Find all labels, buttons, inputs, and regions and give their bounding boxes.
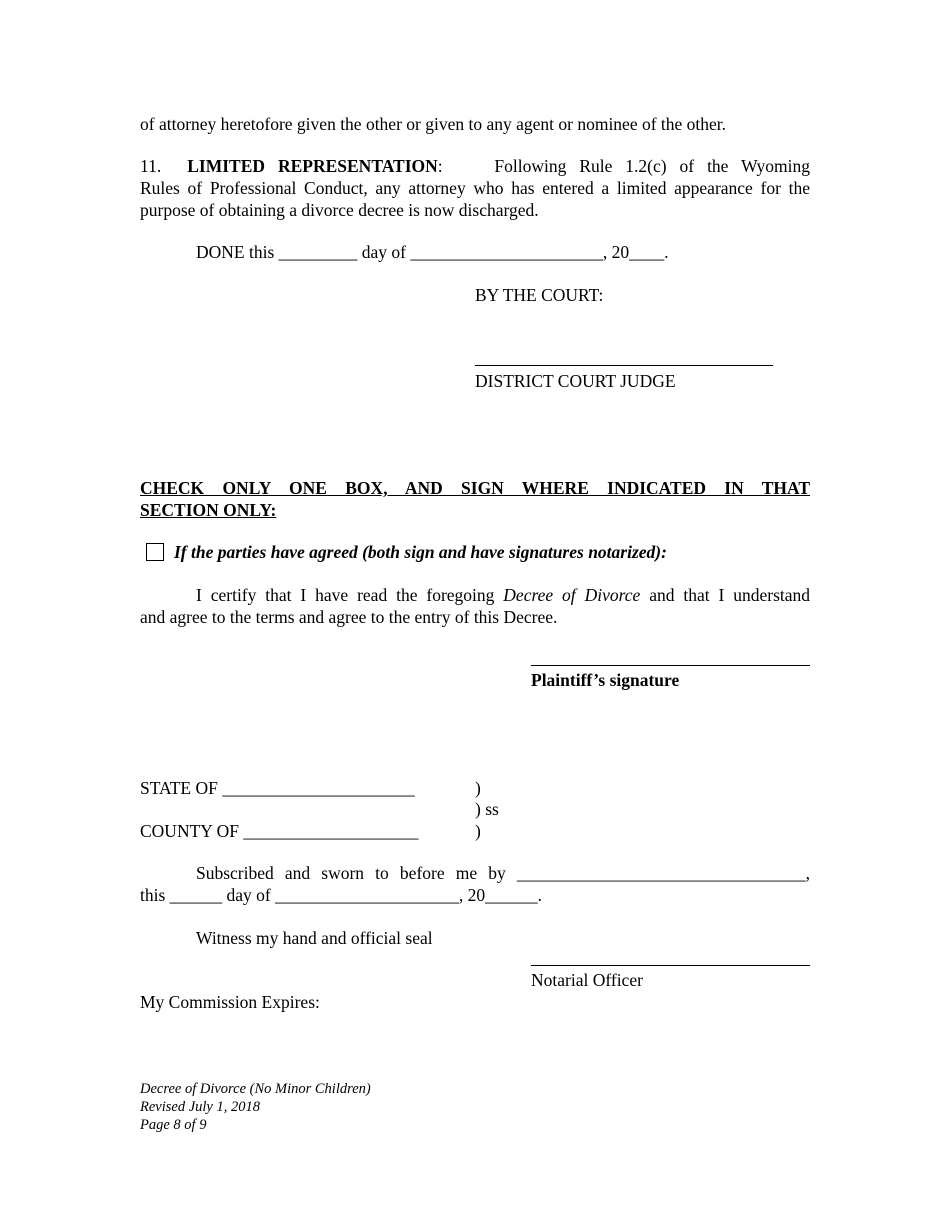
plaintiff-signature-label: Plaintiff’s signature [531, 670, 680, 690]
agreed-checkbox[interactable] [146, 543, 164, 561]
plaintiff-signature-line[interactable] [531, 665, 810, 666]
check-instruction [140, 477, 810, 521]
certify-line2: and agree to the terms and agree to the entry of this Decree. [140, 607, 558, 627]
venue-paren-1: ) [475, 778, 481, 798]
done-line: DONE this _________ day of ______________________, 20____. [196, 242, 669, 262]
witness-line: Witness my hand and official seal [196, 928, 433, 948]
section-text-1: Following Rule 1.2(c) of the Wyoming [494, 156, 811, 176]
section-heading: LIMITED REPRESENTATION [187, 156, 438, 176]
notary-signature-line[interactable] [531, 965, 810, 966]
venue-paren-3: ) [475, 821, 481, 841]
section-heading-colon: : [437, 156, 443, 176]
judge-label: DISTRICT COURT JUDGE [475, 371, 676, 391]
section-number: 11. [140, 156, 162, 176]
certify-text-a: I certify that I have read the foregoing [196, 585, 504, 605]
certify-paragraph [140, 584, 810, 628]
footer-page-number: Page 8 of 9 [140, 1117, 207, 1133]
certify-text-b: and that I understand [640, 585, 811, 605]
subscribed-paragraph [140, 862, 810, 906]
subscribed-line1: Subscribed and sworn to before me by _________________________________, [196, 863, 810, 883]
certify-document-title: Decree of Divorce [503, 585, 641, 605]
check-instruction-line2-wrap [140, 499, 810, 521]
commission-expires: My Commission Expires: [140, 992, 320, 1012]
venue-paren-ss: ) ss [475, 799, 499, 819]
judge-signature-line[interactable] [475, 365, 773, 366]
section-text-2: Rules of Professional Conduct, any attorney who has entered a limited appearance for the [140, 178, 810, 198]
by-the-court: BY THE COURT: [475, 285, 604, 305]
footer-title: Decree of Divorce (No Minor Children) [140, 1081, 371, 1097]
continuation-text: of attorney heretofore given the other or given to any agent or nominee of the other. [140, 114, 727, 134]
certify-line1 [140, 584, 810, 606]
notarial-officer-label: Notarial Officer [531, 970, 643, 990]
check-instruction-line1: CHECK ONLY ONE BOX, AND SIGN WHERE INDICATED IN THAT [140, 478, 810, 498]
section-11-first-line [140, 155, 810, 177]
footer-revised: Revised July 1, 2018 [140, 1099, 260, 1115]
check-instruction-line2: SECTION ONLY [140, 500, 271, 520]
section-text-3: purpose of obtaining a divorce decree is now discharged. [140, 200, 539, 220]
agreed-option-label: If the parties have agreed (both sign and have signatures notarized): [174, 542, 667, 562]
state-of-line: STATE OF ______________________ [140, 778, 415, 798]
section-11 [140, 155, 810, 221]
subscribed-line2: this ______ day of _____________________, 20______. [140, 885, 543, 905]
check-instruction-colon: : [270, 500, 277, 520]
county-of-line: COUNTY OF ____________________ [140, 821, 419, 841]
